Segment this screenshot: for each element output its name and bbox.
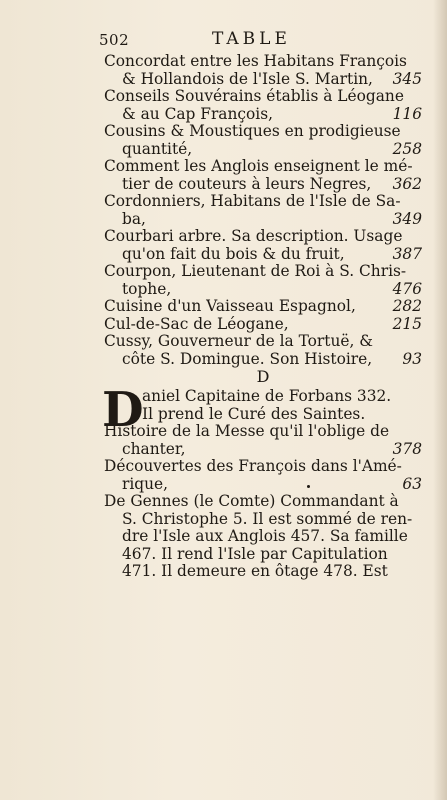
entry-line: Cousins & Moustiques en prodigieuse: [104, 122, 401, 140]
entry-line: De Gennes (le Comte) Commandant à: [104, 492, 399, 510]
entry-line: tier de couteurs à leurs Negres,: [122, 174, 372, 193]
entry-line: S. Christophe 5. Il est sommé de ren-: [122, 509, 413, 528]
entry-line: Concordat entre les Habitans François: [104, 52, 407, 70]
running-head: TABLE: [212, 29, 291, 49]
page-reference: 378: [392, 439, 422, 458]
entry-line: qu'on fait du bois & du fruit,: [122, 244, 345, 263]
entry-line: chanter,: [122, 439, 186, 458]
index-entry: [104, 228, 422, 263]
entry-line: Histoire de la Messe qu'il l'oblige de: [104, 422, 390, 440]
entry-line: & au Cap François,: [122, 104, 273, 123]
index-entry: [104, 458, 422, 493]
index-entry: [104, 333, 422, 368]
page-number: 502: [99, 31, 130, 49]
drop-cap-initial: D: [102, 382, 144, 438]
entry-line: Découvertes des François dans l'Amé-: [104, 457, 402, 475]
entry-line: Cul-de-Sac de Léogane,: [104, 314, 289, 333]
page-reference: 93: [402, 349, 422, 368]
entry-line: côte S. Domingue. Son Histoire,: [122, 349, 373, 368]
page-reference: 282: [392, 297, 422, 315]
page-reference: 476: [392, 279, 422, 298]
index-entry-drop-cap: [102, 382, 422, 458]
page-edge-shadow: [433, 0, 447, 800]
entry-line: 467. Il rend l'Isle par Capitulation: [122, 544, 388, 563]
page-reference: 387: [392, 244, 422, 263]
index-entry: [104, 193, 422, 228]
entry-line: dre l'Isle aux Anglois 457. Sa famille: [122, 527, 408, 545]
page-reference: 349: [392, 209, 422, 228]
entry-line: & Hollandois de l'Isle S. Martin,: [122, 69, 373, 88]
index-entries: [104, 53, 422, 581]
printer-dot: [307, 485, 310, 488]
entry-line: Cuisine d'un Vaisseau Espagnol,: [104, 297, 356, 315]
entry-line: Il prend le Curé des Saintes.: [142, 404, 366, 423]
entry-line: ba,: [122, 209, 146, 228]
entry-line: Courpon, Lieutenant de Roi à S. Chris-: [104, 262, 407, 280]
page-reference: 116: [392, 104, 422, 123]
entry-line: Conseils Souvérains établis à Léogane: [104, 87, 404, 105]
entry-line: rique,: [122, 474, 169, 493]
page-reference: 258: [392, 139, 422, 158]
index-entry: [104, 263, 422, 298]
entry-line: aniel Capitaine de Forbans 332.: [142, 387, 392, 405]
page-reference: 345: [392, 69, 422, 88]
index-entry: [104, 298, 422, 316]
entry-line: Cussy, Gouverneur de la Tortuë, &: [104, 332, 373, 350]
entry-line: tophe,: [122, 279, 172, 298]
index-entry: [104, 123, 422, 158]
entry-line: Cordonniers, Habitans de l'Isle de Sa-: [104, 192, 401, 210]
section-heading: D: [256, 367, 270, 386]
page-reference: 215: [392, 314, 422, 333]
entry-line: quantité,: [122, 139, 193, 158]
index-entry: [104, 88, 422, 123]
index-entry: [104, 158, 422, 193]
index-entry: [104, 493, 422, 581]
index-entry: [104, 316, 422, 334]
page-reference: 362: [392, 174, 422, 193]
page-reference: 63: [402, 474, 422, 493]
index-entry: [104, 53, 422, 88]
entry-line: Courbari arbre. Sa description. Usage: [104, 227, 403, 245]
entry-line: 471. Il demeure en ôtage 478. Est: [122, 562, 388, 580]
entry-line: Comment les Anglois enseignent le mé-: [104, 157, 413, 175]
